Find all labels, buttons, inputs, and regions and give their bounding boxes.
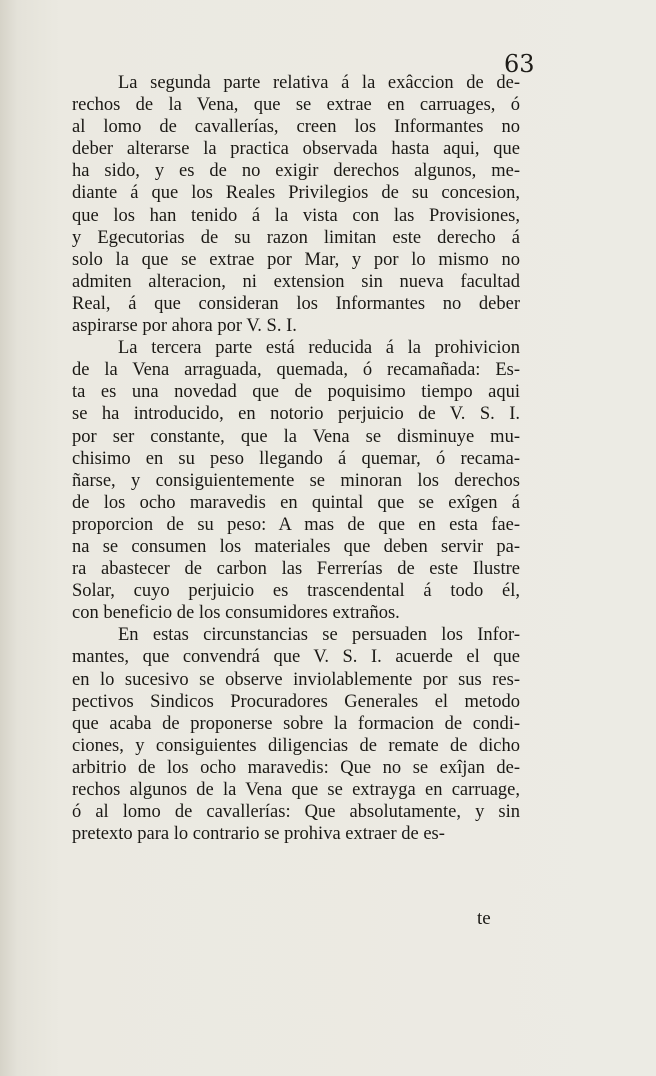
text-line: de la Vena arraguada, quemada, ó recamañada: Es-	[72, 360, 520, 381]
text-line: que acaba de proponerse sobre la formacion de condi-	[72, 713, 520, 734]
text-line: ha sido, y es de no exigir derechos algunos, me-	[72, 161, 520, 182]
text-line: arbitrio de los ocho maravedis: Que no se exîjan de-	[72, 757, 520, 778]
text-line: ra abastecer de carbon las Ferrerías de este Ilustre	[72, 559, 520, 580]
text-line: ó al lomo de cavallerías: Que absolutamente, y sin	[72, 802, 520, 823]
text-line: en lo sucesivo se observe inviolablemente por sus res-	[72, 669, 520, 690]
text-line: solo la que se extrae por Mar, y por lo mismo no	[72, 249, 520, 270]
text-line: ta es una novedad que de poquisimo tiempo aqui	[72, 382, 520, 403]
text-line: al lomo de cavallerías, creen los Informantes no	[72, 117, 520, 138]
paragraph	[72, 72, 520, 337]
text-line: que los han tenido á la vista con las Provisiones,	[72, 205, 520, 226]
text-line: En estas circunstancias se persuaden los Infor-	[118, 625, 520, 646]
text-line: de los ocho maravedis en quintal que se exîgen á	[72, 492, 520, 513]
text-line: mantes, que convendrá que V. S. I. acuerde el que	[72, 647, 520, 668]
text-line: admiten alteracion, ni extension sin nueva facultad	[72, 271, 520, 292]
text-line: chisimo en su peso llegando á quemar, ó recama-	[72, 448, 520, 469]
text-line: se ha introducido, en notorio perjuicio de V. S. I.	[72, 404, 520, 425]
body-text	[72, 72, 520, 845]
text-line: diante á que los Reales Privilegios de su concesion,	[72, 183, 520, 204]
text-line: y Egecutorias de su razon limitan este derecho á	[72, 227, 520, 248]
text-line: deber alterarse la practica observada hasta aqui, que	[72, 139, 520, 160]
text-line: aspirarse por ahora por V. S. I.	[72, 316, 297, 337]
text-line: por ser constante, que la Vena se disminuye mu-	[72, 426, 520, 447]
text-line: pretexto para lo contrario se prohiva extraer de es-	[72, 824, 445, 845]
text-line: ciones, y consiguientes diligencias de remate de dicho	[72, 735, 520, 756]
paragraph	[72, 624, 520, 845]
text-line: La tercera parte está reducida á la prohivicion	[118, 338, 520, 359]
text-line: ñarse, y consiguientemente se minoran los derechos	[72, 470, 520, 491]
text-line: Solar, cuyo perjuicio es trascendental á todo él,	[72, 581, 520, 602]
text-line: rechos algunos de la Vena que se extrayga en carruage,	[72, 780, 520, 800]
text-line: pectivos Sindicos Procuradores Generales el metodo	[72, 691, 520, 712]
catchword: te	[477, 908, 491, 929]
paragraph	[72, 337, 520, 624]
text-line: con beneficio de los consumidores extraños.	[72, 603, 400, 624]
text-line: rechos de la Vena, que se extrae en carruages, ó	[72, 95, 520, 116]
text-line: La segunda parte relativa á la exâccion de de-	[118, 73, 520, 93]
page-number: 63	[504, 50, 535, 78]
text-line: Real, á que consideran los Informantes no deber	[72, 293, 520, 314]
text-line: na se consumen los materiales que deben servir pa-	[72, 536, 520, 557]
text-line: proporcion de su peso: A mas de que en esta fae-	[72, 514, 520, 535]
